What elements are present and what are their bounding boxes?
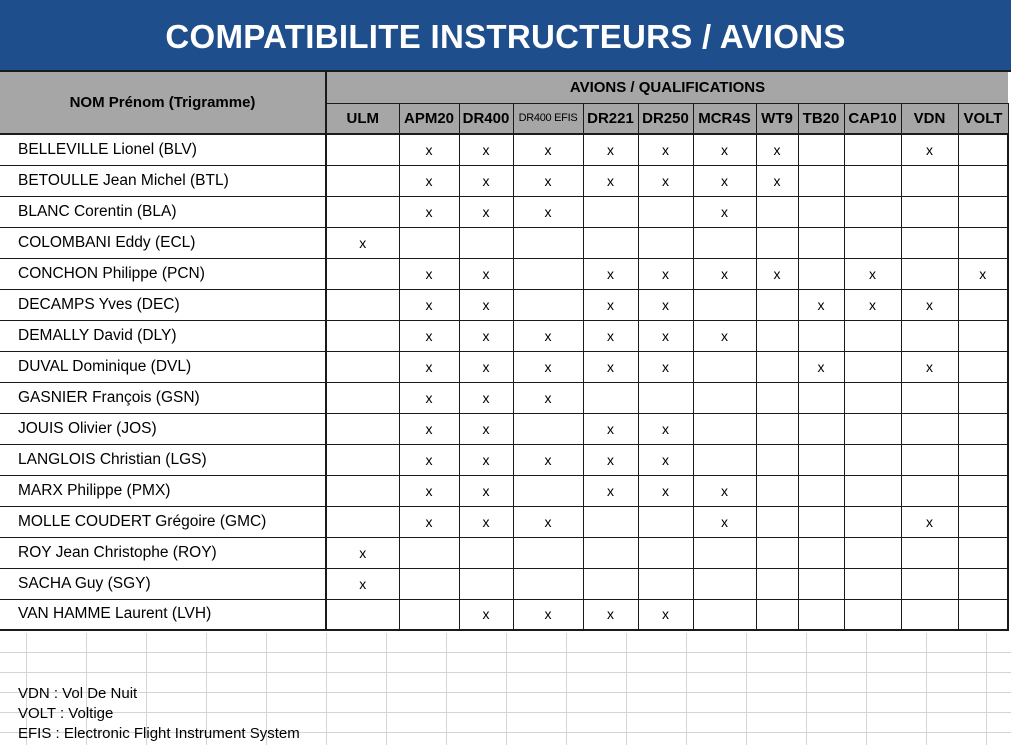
qualification-cell: x	[844, 258, 901, 289]
qualification-cell	[756, 351, 798, 382]
qualification-cell	[583, 506, 638, 537]
qualification-cell	[958, 568, 1008, 599]
qualification-cell: x	[399, 134, 459, 165]
instructor-name: MARX Philippe (PMX)	[0, 475, 326, 506]
qualification-cell	[513, 289, 583, 320]
instructor-row	[0, 506, 1008, 537]
instructor-row	[0, 165, 1008, 196]
qualification-cell	[958, 506, 1008, 537]
qualification-cell	[844, 475, 901, 506]
instructor-name: SACHA Guy (SGY)	[0, 568, 326, 599]
qualification-cell: x	[638, 258, 693, 289]
qualification-cell	[326, 599, 399, 630]
qualification-cell: x	[399, 506, 459, 537]
qualification-cell: x	[583, 165, 638, 196]
qualification-cell	[958, 227, 1008, 258]
qualification-cell	[844, 351, 901, 382]
qualification-cell	[901, 568, 958, 599]
qualification-cell: x	[459, 444, 513, 475]
qualification-cell	[326, 258, 399, 289]
instructor-name: DUVAL Dominique (DVL)	[0, 351, 326, 382]
instructor-row	[0, 475, 1008, 506]
instructor-name: DEMALLY David (DLY)	[0, 320, 326, 351]
instructor-name: ROY Jean Christophe (ROY)	[0, 537, 326, 568]
qualification-cell	[399, 599, 459, 630]
instructor-row	[0, 568, 1008, 599]
qualification-cell	[326, 320, 399, 351]
qualification-cell	[958, 165, 1008, 196]
qualification-cell	[844, 227, 901, 258]
qualification-cell: x	[693, 196, 756, 227]
header-aircraft: VOLT	[958, 103, 1008, 134]
qualification-cell: x	[901, 289, 958, 320]
instructor-row	[0, 289, 1008, 320]
qualification-cell: x	[901, 506, 958, 537]
qualification-cell: x	[459, 506, 513, 537]
header-aircraft: APM20	[399, 103, 459, 134]
qualification-cell	[638, 568, 693, 599]
qualification-cell: x	[459, 258, 513, 289]
qualification-cell: x	[513, 196, 583, 227]
qualification-cell: x	[459, 196, 513, 227]
qualification-cell	[693, 568, 756, 599]
qualification-cell	[638, 382, 693, 413]
qualification-cell: x	[399, 320, 459, 351]
qualification-cell	[798, 165, 844, 196]
qualification-cell	[756, 413, 798, 444]
header-aircraft: CAP10	[844, 103, 901, 134]
instructor-name: DECAMPS Yves (DEC)	[0, 289, 326, 320]
qualification-cell: x	[513, 444, 583, 475]
qualification-cell: x	[638, 444, 693, 475]
instructor-row	[0, 227, 1008, 258]
qualification-cell	[798, 227, 844, 258]
qualification-cell: x	[399, 444, 459, 475]
instructor-name: GASNIER François (GSN)	[0, 382, 326, 413]
qualification-cell	[958, 413, 1008, 444]
qualification-cell	[798, 537, 844, 568]
qualification-cell	[756, 227, 798, 258]
qualification-cell	[693, 382, 756, 413]
qualification-cell: x	[693, 258, 756, 289]
qualification-cell	[693, 351, 756, 382]
qualification-cell	[901, 382, 958, 413]
header-aircraft: ULM	[326, 103, 399, 134]
header-aircraft: TB20	[798, 103, 844, 134]
qualification-cell: x	[756, 258, 798, 289]
qualification-cell: x	[958, 258, 1008, 289]
qualification-cell	[958, 196, 1008, 227]
qualification-cell: x	[583, 134, 638, 165]
qualification-cell	[901, 599, 958, 630]
qualification-cell: x	[513, 320, 583, 351]
qualification-cell	[756, 289, 798, 320]
qualification-cell	[693, 413, 756, 444]
qualification-cell	[638, 227, 693, 258]
qualification-cell: x	[399, 196, 459, 227]
qualification-cell	[513, 227, 583, 258]
qualification-cell	[798, 506, 844, 537]
qualification-cell: x	[459, 165, 513, 196]
qualification-cell	[693, 537, 756, 568]
qualification-cell: x	[901, 134, 958, 165]
qualification-cell	[844, 568, 901, 599]
qualification-cell: x	[638, 289, 693, 320]
qualification-cell	[958, 475, 1008, 506]
qualification-cell	[958, 444, 1008, 475]
qualification-cell	[844, 444, 901, 475]
qualification-cell	[326, 134, 399, 165]
qualification-cell: x	[513, 382, 583, 413]
instructor-name: CONCHON Philippe (PCN)	[0, 258, 326, 289]
qualification-cell	[901, 320, 958, 351]
qualification-cell	[693, 599, 756, 630]
instructor-name: JOUIS Olivier (JOS)	[0, 413, 326, 444]
qualification-cell	[958, 382, 1008, 413]
header-aircraft: VDN	[901, 103, 958, 134]
qualification-cell	[798, 413, 844, 444]
qualification-cell: x	[844, 289, 901, 320]
qualification-cell	[693, 227, 756, 258]
qualification-cell	[326, 351, 399, 382]
qualification-cell: x	[693, 475, 756, 506]
instructor-name: VAN HAMME Laurent (LVH)	[0, 599, 326, 630]
qualification-cell	[958, 320, 1008, 351]
qualification-cell	[958, 537, 1008, 568]
header-aircraft-group: AVIONS / QUALIFICATIONS	[326, 72, 1008, 103]
qualification-cell	[844, 196, 901, 227]
qualification-cell	[326, 289, 399, 320]
instructor-name: BETOULLE Jean Michel (BTL)	[0, 165, 326, 196]
qualification-cell: x	[798, 289, 844, 320]
qualification-cell	[756, 506, 798, 537]
instructor-row	[0, 537, 1008, 568]
qualification-cell: x	[399, 382, 459, 413]
legend-item: VOLT : Voltige	[18, 705, 114, 722]
qualification-cell	[638, 196, 693, 227]
qualification-cell	[326, 475, 399, 506]
qualification-cell	[693, 444, 756, 475]
qualification-cell: x	[583, 444, 638, 475]
qualification-cell	[399, 227, 459, 258]
qualification-cell: x	[583, 413, 638, 444]
qualification-cell	[901, 537, 958, 568]
qualification-cell: x	[638, 320, 693, 351]
instructor-name: LANGLOIS Christian (LGS)	[0, 444, 326, 475]
qualification-cell: x	[326, 568, 399, 599]
qualification-cell	[844, 599, 901, 630]
qualification-cell: x	[513, 351, 583, 382]
instructor-row	[0, 134, 1008, 165]
header-aircraft: WT9	[756, 103, 798, 134]
qualification-cell: x	[513, 506, 583, 537]
qualification-cell	[638, 537, 693, 568]
qualification-cell	[513, 568, 583, 599]
qualification-cell: x	[399, 258, 459, 289]
legend-item: VDN : Vol De Nuit	[18, 685, 138, 702]
qualification-cell	[583, 196, 638, 227]
instructor-row	[0, 599, 1008, 630]
qualification-cell: x	[459, 351, 513, 382]
qualification-cell: x	[693, 320, 756, 351]
qualification-cell	[326, 444, 399, 475]
qualification-cell: x	[756, 134, 798, 165]
qualification-cell: x	[798, 351, 844, 382]
qualification-cell: x	[399, 165, 459, 196]
qualification-cell: x	[326, 227, 399, 258]
qualification-cell: x	[513, 165, 583, 196]
qualification-cell: x	[399, 475, 459, 506]
qualification-cell	[756, 196, 798, 227]
qualification-cell	[844, 506, 901, 537]
qualification-cell	[459, 537, 513, 568]
qualification-cell	[798, 475, 844, 506]
qualification-cell	[326, 382, 399, 413]
qualification-cell: x	[459, 599, 513, 630]
instructor-row	[0, 196, 1008, 227]
qualification-cell: x	[901, 351, 958, 382]
qualification-cell: x	[583, 351, 638, 382]
header-aircraft: DR400 EFIS	[513, 103, 583, 134]
qualification-cell	[798, 320, 844, 351]
qualification-cell	[901, 196, 958, 227]
qualification-cell: x	[583, 599, 638, 630]
header-name-column: NOM Prénom (Trigramme)	[0, 72, 326, 134]
qualification-cell: x	[638, 413, 693, 444]
qualification-cell: x	[693, 165, 756, 196]
qualification-cell: x	[756, 165, 798, 196]
qualification-cell: x	[693, 134, 756, 165]
instructor-name: BELLEVILLE Lionel (BLV)	[0, 134, 326, 165]
qualification-cell	[583, 382, 638, 413]
qualification-cell	[459, 568, 513, 599]
qualification-cell	[756, 568, 798, 599]
qualification-cell: x	[459, 475, 513, 506]
qualification-cell	[798, 134, 844, 165]
qualification-cell: x	[638, 475, 693, 506]
qualification-cell	[958, 599, 1008, 630]
qualification-cell: x	[638, 134, 693, 165]
qualification-cell	[844, 320, 901, 351]
qualification-cell	[901, 413, 958, 444]
qualification-cell: x	[399, 413, 459, 444]
qualification-cell	[901, 258, 958, 289]
qualification-cell	[693, 289, 756, 320]
qualification-cell	[901, 165, 958, 196]
qualification-cell	[844, 134, 901, 165]
qualification-cell: x	[399, 289, 459, 320]
qualification-cell	[844, 382, 901, 413]
qualification-cell	[798, 258, 844, 289]
qualification-cell	[399, 537, 459, 568]
qualification-cell: x	[459, 134, 513, 165]
qualification-cell	[756, 537, 798, 568]
qualification-cell	[326, 413, 399, 444]
qualification-cell: x	[459, 382, 513, 413]
qualification-cell: x	[638, 351, 693, 382]
qualification-cell	[756, 320, 798, 351]
qualification-cell	[513, 537, 583, 568]
qualification-cell	[844, 537, 901, 568]
qualification-cell	[583, 568, 638, 599]
qualification-cell	[583, 227, 638, 258]
qualification-cell: x	[513, 599, 583, 630]
qualification-cell	[513, 258, 583, 289]
qualification-cell	[459, 227, 513, 258]
qualification-cell	[326, 165, 399, 196]
qualification-cell: x	[459, 413, 513, 444]
qualification-cell: x	[583, 475, 638, 506]
legend	[18, 684, 300, 744]
qualification-cell: x	[513, 134, 583, 165]
qualification-cell	[756, 599, 798, 630]
qualification-cell: x	[326, 537, 399, 568]
qualification-cell	[399, 568, 459, 599]
qualification-cell	[326, 196, 399, 227]
qualification-cell	[756, 382, 798, 413]
qualification-cell	[798, 196, 844, 227]
qualification-cell	[798, 382, 844, 413]
qualification-cell: x	[583, 289, 638, 320]
qualification-cell	[798, 444, 844, 475]
instructor-name: BLANC Corentin (BLA)	[0, 196, 326, 227]
qualification-cell: x	[459, 320, 513, 351]
qualification-cell	[901, 444, 958, 475]
instructor-name: MOLLE COUDERT Grégoire (GMC)	[0, 506, 326, 537]
qualification-cell	[756, 475, 798, 506]
instructor-name: COLOMBANI Eddy (ECL)	[0, 227, 326, 258]
instructor-row	[0, 258, 1008, 289]
header-aircraft: DR250	[638, 103, 693, 134]
qualification-cell	[844, 413, 901, 444]
qualification-cell: x	[638, 165, 693, 196]
qualification-cell	[513, 475, 583, 506]
instructor-row	[0, 320, 1008, 351]
qualification-cell: x	[459, 289, 513, 320]
qualification-cell	[513, 413, 583, 444]
qualification-cell	[798, 599, 844, 630]
qualification-cell: x	[693, 506, 756, 537]
qualification-cell: x	[638, 599, 693, 630]
header-aircraft: DR221	[583, 103, 638, 134]
header-aircraft: MCR4S	[693, 103, 756, 134]
qualification-cell	[958, 134, 1008, 165]
qualification-cell: x	[399, 351, 459, 382]
sheet-title: COMPATIBILITE INSTRUCTEURS / AVIONS	[0, 0, 1011, 72]
qualification-cell	[326, 506, 399, 537]
qualification-cell	[844, 165, 901, 196]
qualification-cell: x	[583, 320, 638, 351]
qualification-cell	[958, 351, 1008, 382]
qualification-cell	[958, 289, 1008, 320]
compatibility-table	[0, 72, 1009, 631]
qualification-cell	[638, 506, 693, 537]
instructor-row	[0, 351, 1008, 382]
qualification-cell	[901, 475, 958, 506]
qualification-cell	[756, 444, 798, 475]
legend-item: EFIS : Electronic Flight Instrument System	[18, 725, 300, 742]
header-aircraft: DR400	[459, 103, 513, 134]
instructor-row	[0, 413, 1008, 444]
instructor-row	[0, 382, 1008, 413]
qualification-cell	[798, 568, 844, 599]
instructor-row	[0, 444, 1008, 475]
qualification-cell	[901, 227, 958, 258]
qualification-cell: x	[583, 258, 638, 289]
qualification-cell	[583, 537, 638, 568]
